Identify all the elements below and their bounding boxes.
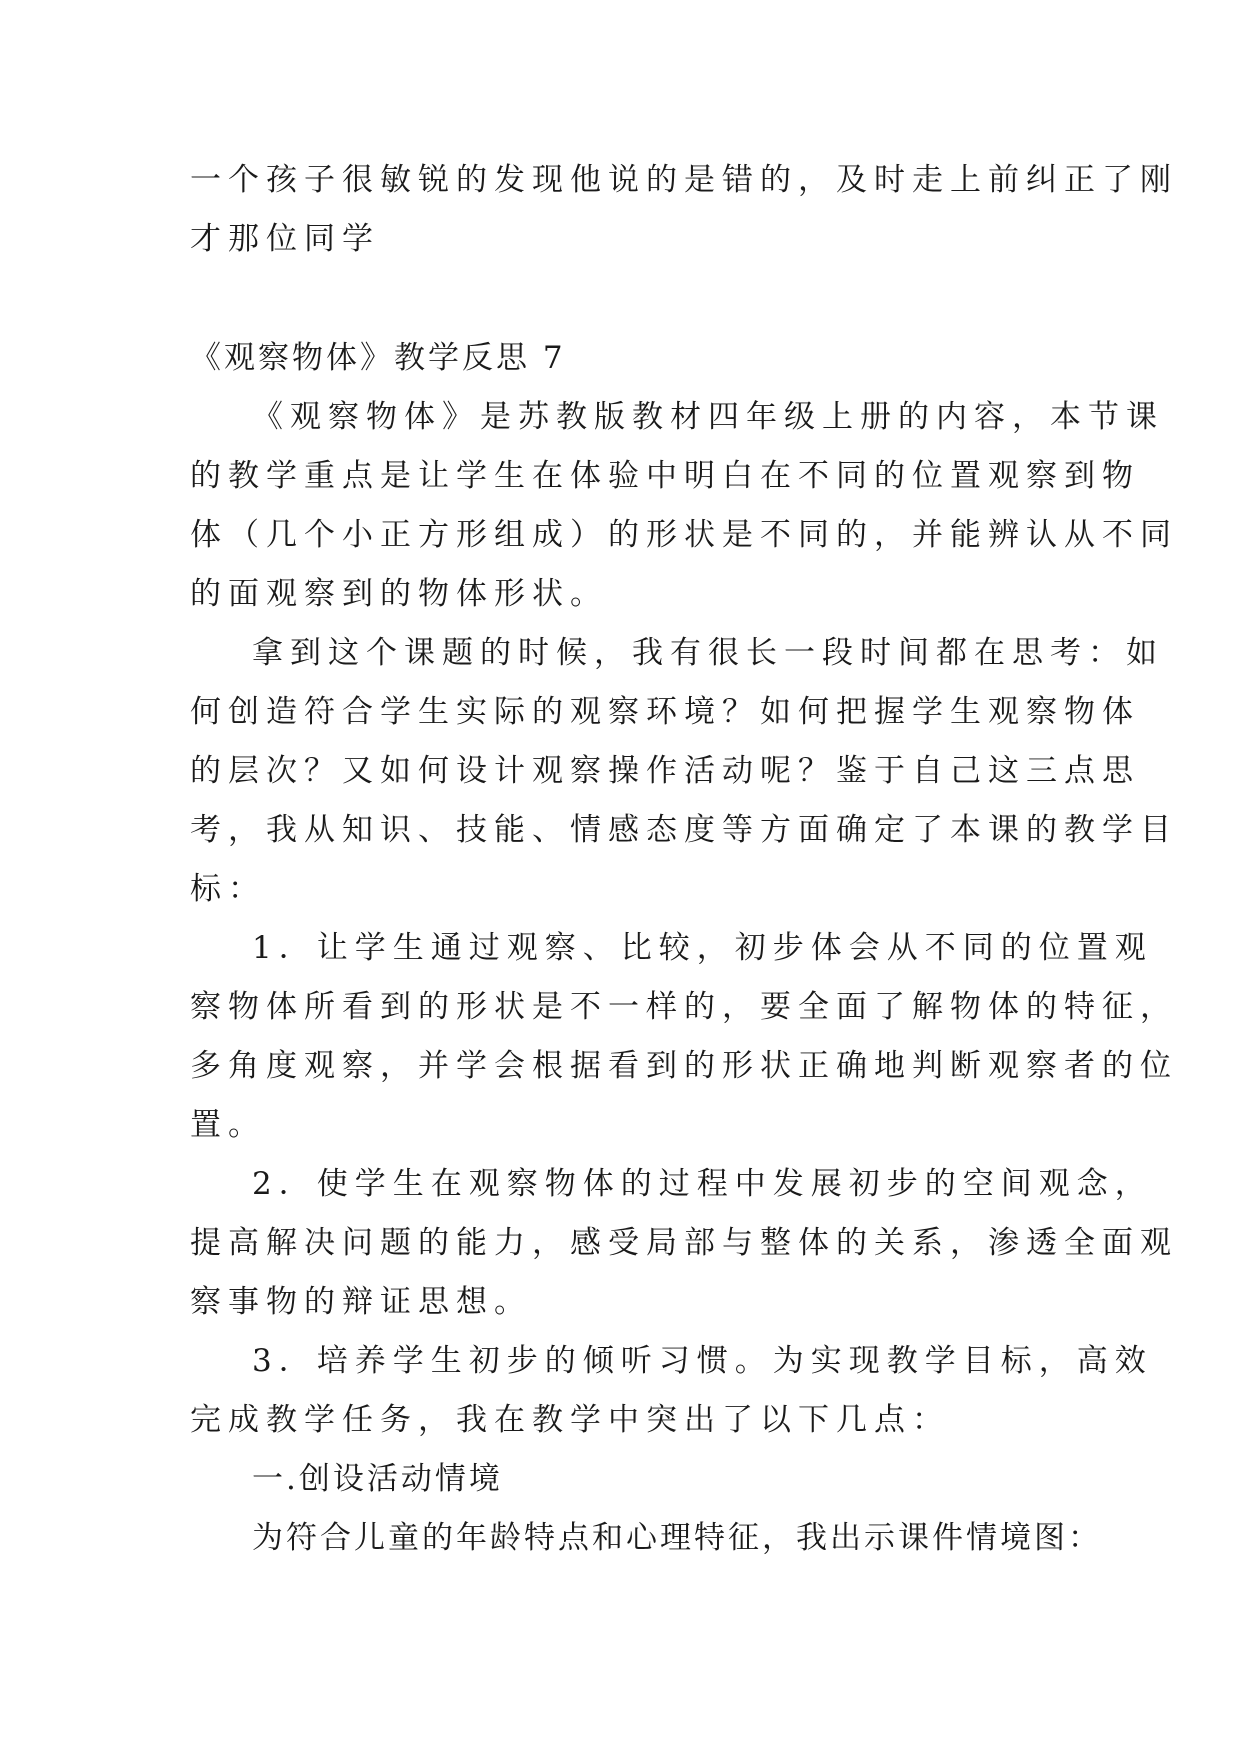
text-line: 提高解决问题的能力，感受局部与整体的关系，渗透全面观 (190, 1225, 1178, 1261)
text-line: 一个孩子很敏锐的发现他说的是错的，及时走上前纠正了刚 (190, 162, 1178, 198)
text-line: 体（几个小正方形组成）的形状是不同的，并能辨认从不同 (190, 517, 1178, 553)
text-line: 标： (190, 871, 266, 907)
text-line: 何创造符合学生实际的观察环境？如何把握学生观察物体 (190, 694, 1140, 730)
text-line: 的教学重点是让学生在体验中明白在不同的位置观察到物 (190, 458, 1140, 494)
text-line: 考，我从知识、技能、情感态度等方面确定了本课的教学目 (190, 812, 1178, 848)
text-line: 置。 (190, 1107, 266, 1143)
text-line: 《观察物体》是苏教版教材四年级上册的内容，本节课 (252, 399, 1164, 435)
list-item-3: 3．培养学生初步的倾听习惯。为实现教学目标，高效 (252, 1343, 1153, 1379)
text-line: 为符合儿童的年龄特点和心理特征，我出示课件情境图： (252, 1520, 1102, 1556)
section-heading: 《观察物体》教学反思 7 (190, 340, 566, 376)
text-line: 多角度观察，并学会根据看到的形状正确地判断观察者的位 (190, 1048, 1178, 1084)
text-line: 的层次？又如何设计观察操作活动呢？鉴于自己这三点思 (190, 753, 1140, 789)
text-line: 察物体所看到的形状是不一样的，要全面了解物体的特征， (190, 989, 1178, 1025)
text-line: 的面观察到的物体形状。 (190, 576, 608, 612)
subsection-heading: 一.创设活动情境 (252, 1461, 503, 1497)
list-item-1: 1．让学生通过观察、比较，初步体会从不同的位置观 (252, 930, 1153, 966)
list-item-2: 2．使学生在观察物体的过程中发展初步的空间观念， (252, 1166, 1153, 1202)
text-line: 才那位同学 (190, 221, 380, 257)
text-line: 完成教学任务，我在教学中突出了以下几点： (190, 1402, 950, 1438)
text-line: 拿到这个课题的时候，我有很长一段时间都在思考：如 (252, 635, 1164, 671)
text-line: 察事物的辩证思想。 (190, 1284, 532, 1320)
